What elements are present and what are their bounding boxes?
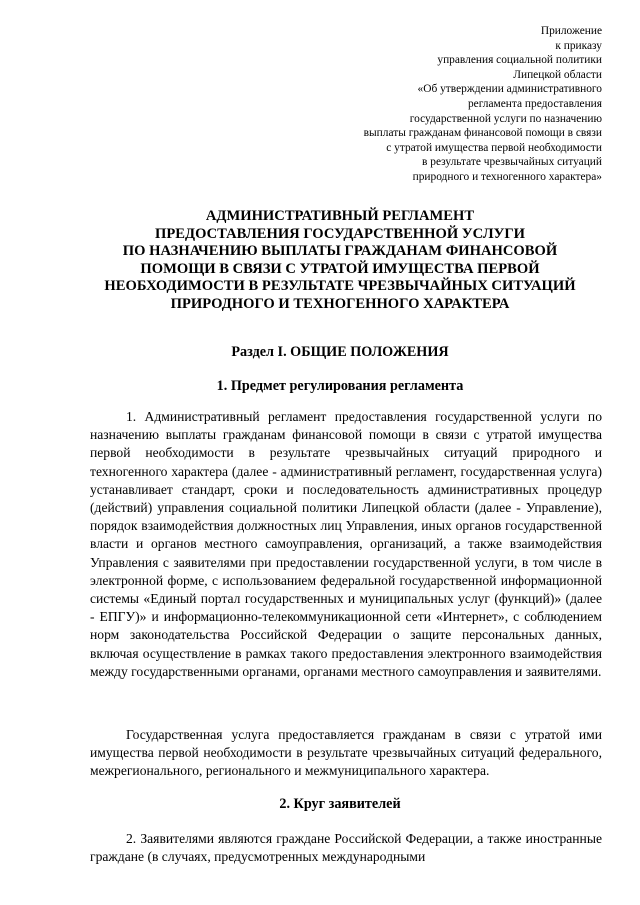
document-title [60, 208, 620, 314]
title-line: ПО НАЗНАЧЕНИЮ ВЫПЛАТЫ ГРАЖДАНАМ ФИНАНСОВОЙ [122, 243, 558, 260]
title-line: НЕОБХОДИМОСТИ В РЕЗУЛЬТАТЕ ЧРЕЗВЫЧАЙНЫХ СИТУАЦИЙ [104, 278, 576, 295]
title-line: ПОМОЩИ В СВЯЗИ С УТРАТОЙ ИМУЩЕСТВА ПЕРВОЙ [140, 260, 540, 277]
appendix-line: управления социальной политики [437, 54, 602, 67]
appendix-line: «Об утверждении административного [417, 83, 602, 96]
title-line: ПРЕДОСТАВЛЕНИЯ ГОСУДАРСТВЕННОЙ УСЛУГИ [155, 225, 525, 242]
appendix-line: государственной услуги по назначению [409, 112, 602, 125]
appendix-line: природного и техногенного характера» [412, 170, 602, 183]
appendix-line: Липецкой области [513, 68, 602, 81]
appendix-block [312, 24, 602, 185]
section-heading: Раздел I. ОБЩИЕ ПОЛОЖЕНИЯ [231, 344, 449, 360]
title-line: ПРИРОДНОГО И ТЕХНОГЕННОГО ХАРАКТЕРА [170, 295, 510, 312]
appendix-line: выплаты гражданам финансовой помощи в связи [363, 127, 602, 140]
paragraph: 1. Административный регламент предоставления государственной услуги по назначению выплаты гражданам финансовой помощи в связи с утратой имущества первой необходимости в результате чрезвычайных ситуаций природного и техногенного характера (далее - административный регламент, государственная услуга) устанавливает стандарт, сроки и последовательность административных процедур (действий) управления социальной политики Липецкой области (далее - Управление), порядок взаимодействия должностных лиц Управления, иных органов государственной власти и органов местного самоуправления, организаций, а также взаимодействия Управления с заявителями при предоставлении государственной услуги, в том числе в электронной форме, с использованием федеральной государственной информационной системы «Единый портал государственных и муниципальных услуг (функций)» (далее - ЕПГУ)» и информационно-телекоммуникационной сети «Интернет», с соблюдением норм законодательства Российской Федерации о защите персональных данных, включая осуществление в рамках такого предоставления электронного взаимодействия между государственными органами, органами местного самоуправления и заявителями. [90, 409, 602, 679]
paragraph: Государственная услуга предоставляется гражданам в связи с утратой ими имущества первой необходимости в результате чрезвычайных ситуаций федерального, межрегионального, регионального и межмуниципального характера. [90, 727, 602, 779]
appendix-line: Приложение [540, 25, 602, 37]
appendix-line: регламента предоставления [467, 97, 602, 110]
subsection-heading: 1. Предмет регулирования регламента [216, 378, 464, 394]
title-line: АДМИНИСТРАТИВНЫЙ РЕГЛАМЕНТ [205, 208, 475, 224]
appendix-line: к приказу [555, 39, 602, 52]
paragraph: 2. Заявителями являются граждане Российской Федерации, а также иностранные граждане (в случаях, предусмотренных международными [90, 831, 602, 865]
appendix-line: в результате чрезвычайных ситуаций [422, 156, 602, 169]
appendix-line: с утратой имущества первой необходимости [386, 141, 602, 154]
subsection-heading: 2. Круг заявителей [279, 796, 401, 812]
